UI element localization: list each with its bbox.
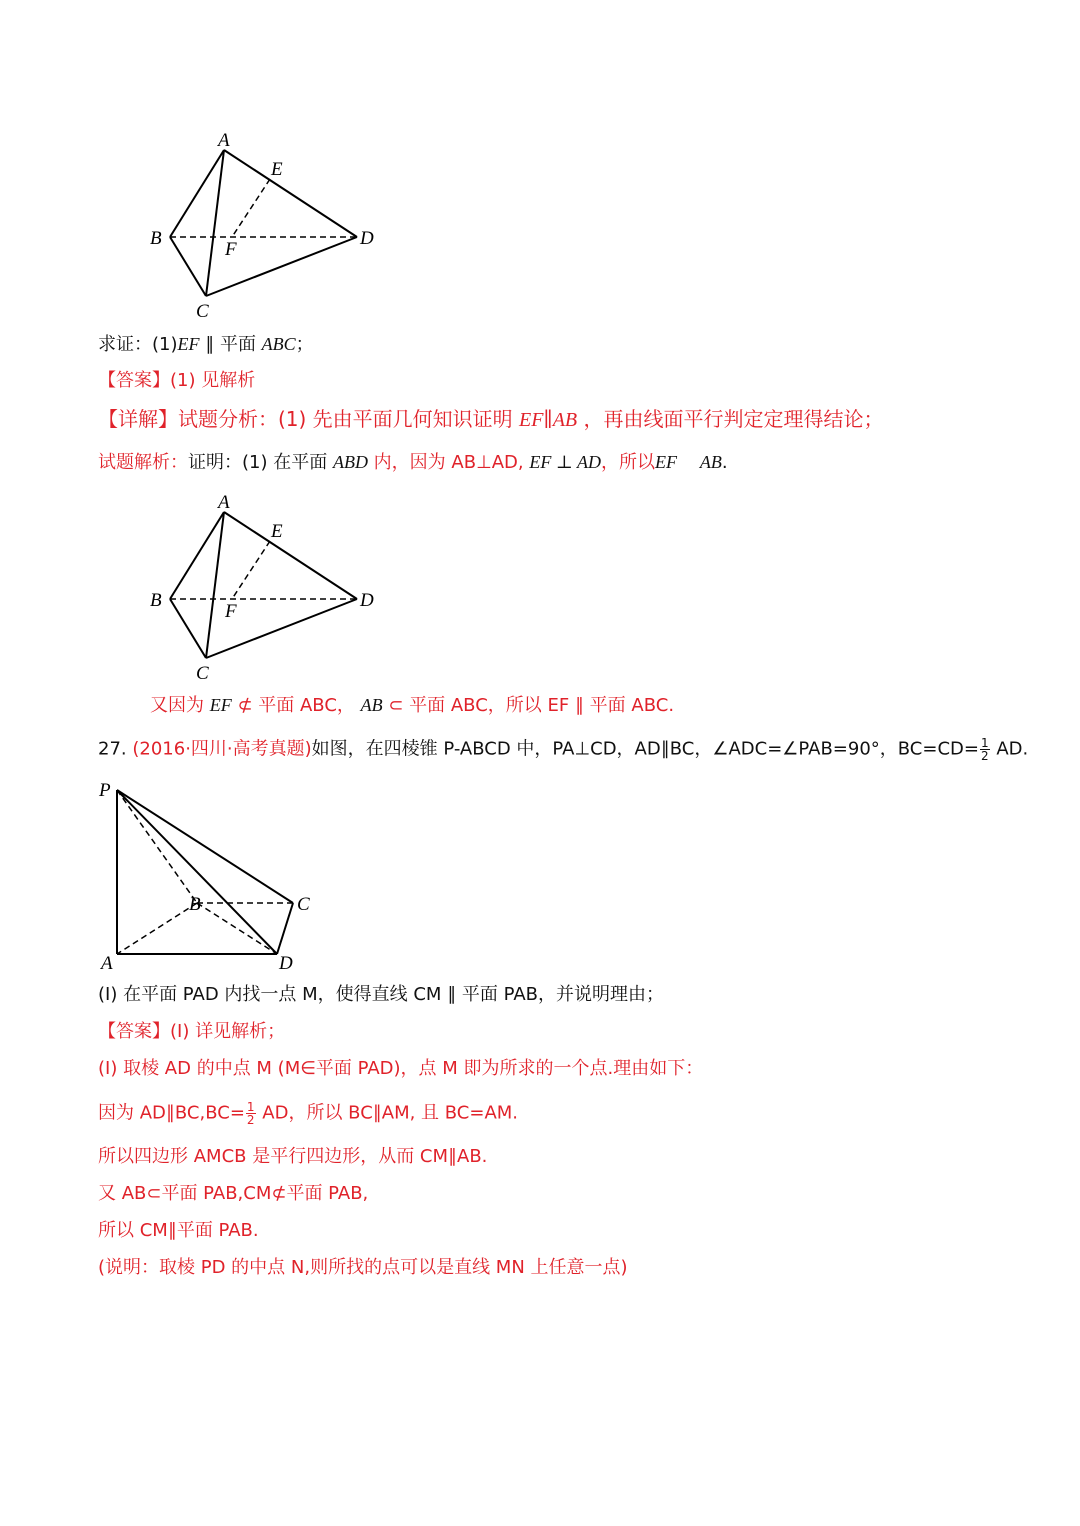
label-A: A <box>218 130 230 151</box>
answer-26: 【答案】(1) 见解析 <box>98 370 256 391</box>
solution-27-line1: (Ⅰ) 取棱 AD 的中点 M (M∈平面 PAD)，点 M 即为所求的一个点.理由如下： <box>98 1058 704 1079</box>
label-E: E <box>271 159 283 180</box>
answer-27: 【答案】(Ⅰ) 详见解析； <box>98 1021 286 1042</box>
fraction-half: $\frac{1}{2}$ <box>246 1100 255 1127</box>
label-B: B <box>150 590 162 611</box>
label-C: C <box>196 301 209 322</box>
detail-26: 【详解】试题分析：(1) 先由平面几何知识证明 EF∥AB ，再由线面平行判定定理得结论； <box>98 407 884 431</box>
pyramid-diagram <box>95 776 325 976</box>
also-because-26: 又因为 EF ⊄ 平面 ABC， AB ⊂ 平面 ABC，所以 EF ∥ 平面 ABC. <box>150 695 675 716</box>
label-A: A <box>218 492 230 513</box>
label-P: P <box>99 780 111 801</box>
solution-27-line2: 因为 AD∥BC,BC= $\frac{1}{2}$ AD，所以 BC∥AM, 且 BC=AM. <box>98 1100 519 1127</box>
label-B: B <box>189 894 201 915</box>
solution-27-line5: 所以 CM∥平面 PAB. <box>98 1220 259 1241</box>
label-F: F <box>225 239 237 260</box>
solution-27-note: (说明：取棱 PD 的中点 N,则所找的点可以是直线 MN 上任意一点) <box>98 1257 628 1278</box>
label-D: D <box>279 953 293 974</box>
label-C: C <box>196 663 209 684</box>
prove-statement: 求证：(1)EF ∥ 平面 ABC； <box>98 334 314 355</box>
fraction-half: $\frac{1}{2}$ <box>980 736 989 763</box>
solution-26: 试题解析：证明：(1) 在平面 ABD 内，因为 AB⊥AD, EF ⊥ AD，所以EF AB. <box>98 452 728 473</box>
question-27-stem: 27. (2016·四川·高考真题)如图，在四棱锥 P-ABCD 中，PA⊥CD，AD∥BC，∠ADC=∠PAB=90°，BC=CD= $\frac{1}{2}$ AD. <box>98 736 1029 763</box>
question-27-part1: (Ⅰ) 在平面 PAD 内找一点 M，使得直线 CM ∥ 平面 PAB，并说明理由； <box>98 984 664 1005</box>
label-C: C <box>297 894 310 915</box>
solution-27-line3: 所以四边形 AMCB 是平行四边形，从而 CM∥AB. <box>98 1146 488 1167</box>
tetrahedron-diagram-1 <box>140 122 400 322</box>
label-B: B <box>150 228 162 249</box>
tetrahedron-diagram-2 <box>140 484 400 684</box>
label-A: A <box>101 953 113 974</box>
label-F: F <box>225 601 237 622</box>
label-D: D <box>360 228 374 249</box>
label-E: E <box>271 521 283 542</box>
solution-27-line4: 又 AB⊂平面 PAB,CM⊄平面 PAB, <box>98 1183 369 1204</box>
label-D: D <box>360 590 374 611</box>
